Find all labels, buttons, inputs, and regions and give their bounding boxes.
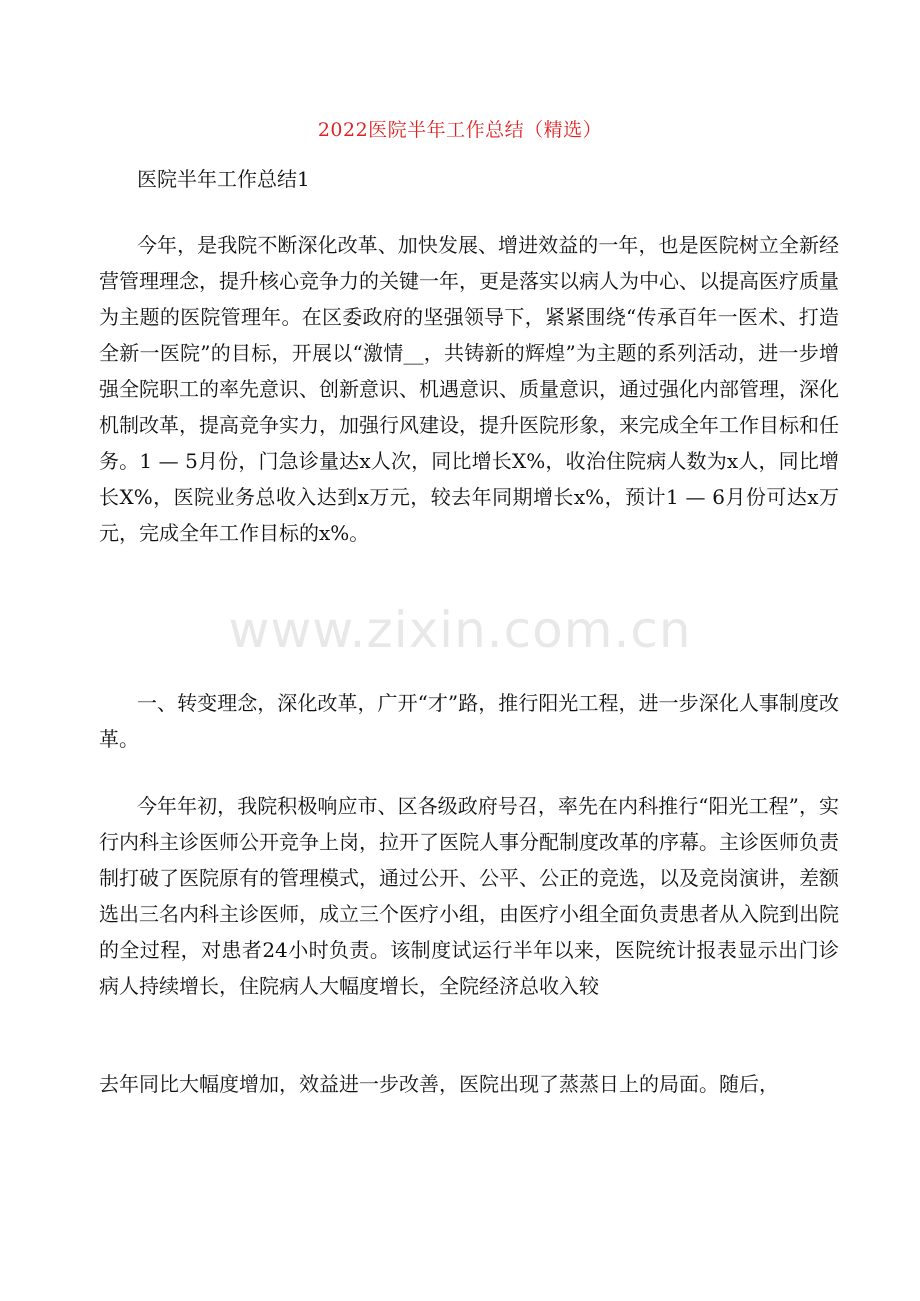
paragraph-sunshine-project: 今年年初，我院积极响应市、区各级政府号召，率先在内科推行“阳光工程”，实行内科主诊医师公开竞争上岗，拉开了医院人事分配制度改革的序幕。主诊医师负责制打破了医院原有的管理模式，通过公开、公平、公正的竞选，以及竞岗演讲，差额选出三名内科主诊医师，成立三个医疗小组，由医疗小组全面负责患者从入院到出院的全过程，对患者24小时负责。该制度试运行半年以来，医院统计报表显示出门诊病人持续增长，住院病人大幅度增长，全院经济总收入较 [99,794,839,998]
paragraph-intro: 今年，是我院不断深化改革、加快发展、增进效益的一年，也是医院树立全新经营管理理念，提升核心竞争力的关键一年，更是落实以病人为中心、以提高医疗质量为主题的医院管理年。在区委政府的坚强领导下，紧紧围绕“传承百年一医术、打造全新一医院”的目标，开展以“激情__，共铸新的辉煌”为主题的系列活动，进一步增强全院职工的率先意识、创新意识、机遇意识、质量意识，通过强化内部管理，深化机制改革，提高竞争实力，加强行风建设，提升医院形象，来完成全年工作目标和任务。1 — 5月份，门急诊量达x人次，同比增长X%，收治住院病人数为x人，同比增长X%，医院业务总收入达到x万元，较去年同期增长x%，预计1 — 6月份可达x万元，完成全年工作目标的x%。 [99,233,839,545]
document-title: 2022医院半年工作总结（精选） [317,119,603,141]
section-subtitle: 医院半年工作总结1 [137,167,310,191]
watermark: www.zixin.com.cn [228,601,692,659]
paragraph-section-one-heading: 一、转变理念，深化改革，广开“才”路，推行阳光工程，进一步深化人事制度改革。 [99,691,839,751]
paragraph-continuation: 去年同比大幅度增加，效益进一步改善，医院出现了蒸蒸日上的局面。随后， [99,1072,779,1096]
